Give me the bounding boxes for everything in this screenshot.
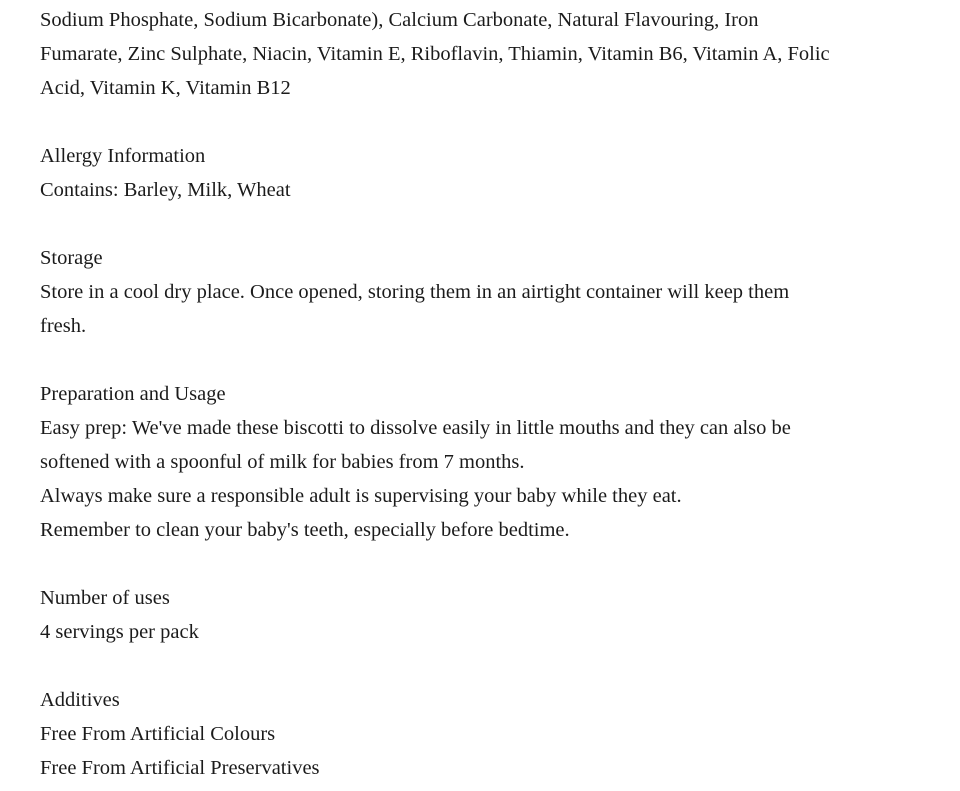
section-spacer (40, 105, 940, 139)
allergy-heading: Allergy Information (40, 145, 206, 167)
storage-text-line: Store in a cool dry place. Once opened, storing them in an airtight container will keep them (40, 281, 790, 303)
ingredients-line: Acid, Vitamin K, Vitamin B12 (40, 77, 291, 99)
preparation-text-line: Remember to clean your baby's teeth, especially before bedtime. (40, 519, 570, 541)
storage-section (40, 241, 940, 343)
uses-heading: Number of uses (40, 587, 170, 609)
section-spacer (40, 207, 940, 241)
uses-section (40, 581, 940, 649)
storage-text-line: fresh. (40, 315, 87, 337)
uses-text: 4 servings per pack (40, 621, 199, 643)
additives-item: Free From Artificial Preservatives (40, 757, 320, 779)
preparation-text-line: Easy prep: We've made these biscotti to dissolve easily in little mouths and they can also be (40, 417, 791, 439)
preparation-text-line: Always make sure a responsible adult is supervising your baby while they eat. (40, 485, 682, 507)
section-spacer (40, 547, 940, 581)
preparation-text-line: softened with a spoonful of milk for babies from 7 months. (40, 451, 525, 473)
preparation-heading: Preparation and Usage (40, 383, 226, 405)
additives-item: Free From Artificial Colours (40, 723, 276, 745)
allergy-section (40, 139, 940, 207)
ingredients-line: Sodium Phosphate, Sodium Bicarbonate), Calcium Carbonate, Natural Flavouring, Iron (40, 9, 759, 31)
allergy-text: Contains: Barley, Milk, Wheat (40, 179, 291, 201)
ingredients-section (40, 3, 940, 105)
ingredients-line: Fumarate, Zinc Sulphate, Niacin, Vitamin E, Riboflavin, Thiamin, Vitamin B6, Vitamin A, Folic (40, 43, 830, 65)
product-information (40, 3, 940, 785)
section-spacer (40, 343, 940, 377)
storage-heading: Storage (40, 247, 103, 269)
additives-section (40, 683, 940, 785)
additives-heading: Additives (40, 689, 120, 711)
section-spacer (40, 649, 940, 683)
preparation-section (40, 377, 940, 547)
